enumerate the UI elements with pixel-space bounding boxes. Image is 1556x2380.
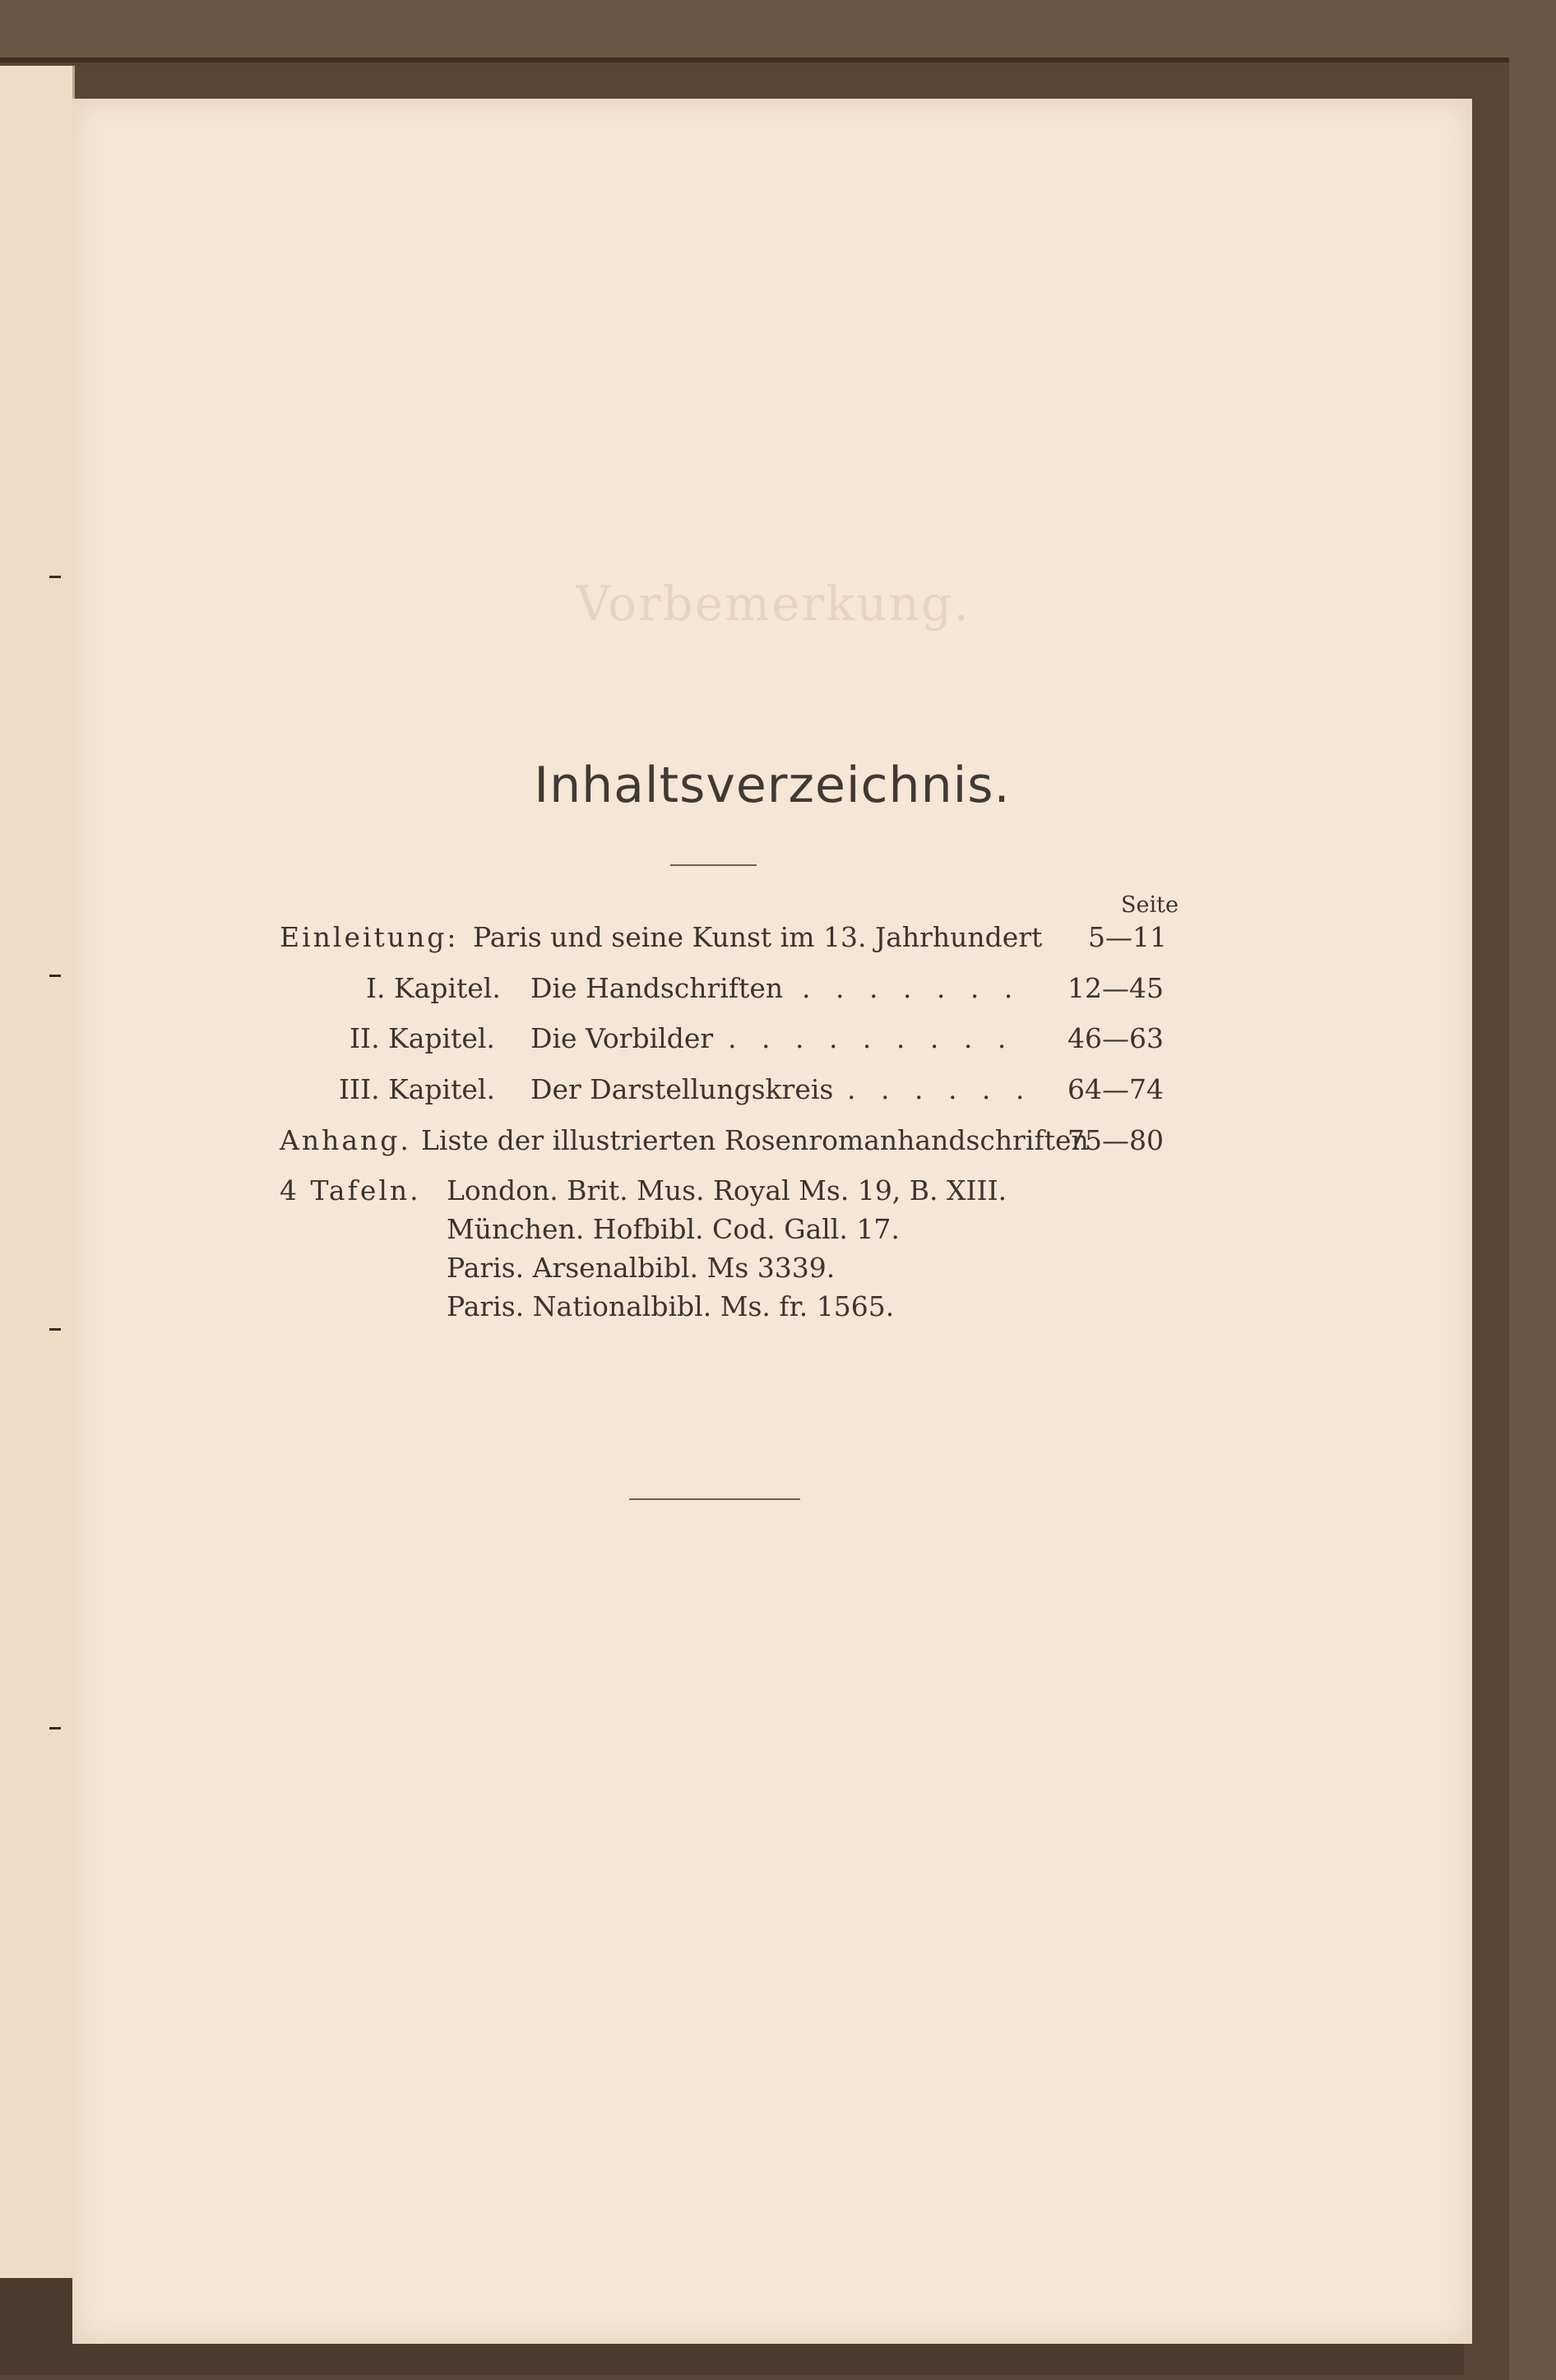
dot-leaders: . . . . . . xyxy=(847,1073,1033,1105)
show-through-heading: Vorbemerkung. xyxy=(576,576,970,632)
dot-leaders: . . . . . . . . . xyxy=(728,1022,1015,1054)
plate-item: London. Brit. Mus. Royal Ms. 19, B. XIII. xyxy=(447,1174,1007,1206)
entry-label: I. Kapitel. xyxy=(366,972,501,1004)
closing-rule xyxy=(629,1498,800,1500)
plates-label: 4 Tafeln. xyxy=(280,1174,421,1206)
entry-title: Der Darstellungskreis xyxy=(530,1073,834,1105)
entry-title: Die Handschriften xyxy=(530,972,784,1004)
plate-item: München. Hofbibl. Cod. Gall. 17. xyxy=(447,1213,900,1245)
entry-title: Die Vorbilder xyxy=(530,1022,714,1054)
page-title: Inhaltsverzeichnis. xyxy=(534,757,1011,814)
entry-pages: 12—45 xyxy=(1067,972,1164,1004)
plate-item: Paris. Arsenalbibl. Ms 3339. xyxy=(447,1252,836,1284)
entry-title: Liste der illustrierten Rosenromanhandschriften xyxy=(421,1124,1089,1156)
entry-title: Paris und seine Kunst im 13. Jahrhundert xyxy=(473,921,1043,953)
entry-pages: 5—11 xyxy=(1088,921,1167,953)
entry-pages: 46—63 xyxy=(1067,1022,1164,1054)
entry-label: II. Kapitel. xyxy=(350,1022,495,1054)
entry-label: Einleitung: xyxy=(280,921,459,953)
entry-label: Anhang. xyxy=(280,1124,411,1156)
plate-item: Paris. Nationalbibl. Ms. fr. 1565. xyxy=(447,1290,895,1322)
dot-leaders: . . . . . . . xyxy=(802,972,1021,1004)
entry-label: III. Kapitel. xyxy=(339,1073,495,1105)
entry-pages: 64—74 xyxy=(1067,1073,1164,1105)
entry-pages: 75—80 xyxy=(1067,1124,1164,1156)
page-column-header: Seite xyxy=(1121,892,1179,918)
